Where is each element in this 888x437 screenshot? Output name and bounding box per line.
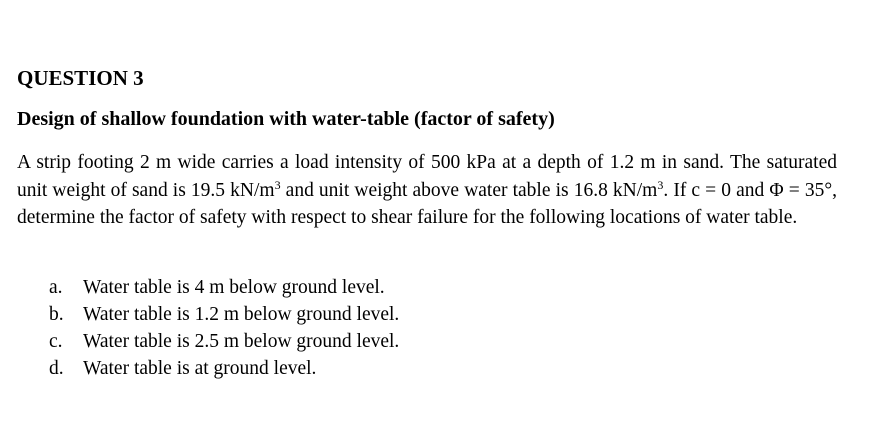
list-marker: a.	[49, 277, 63, 298]
body-text-part3: . If c = 0 and Φ = 35°, determine the factor of safety with respect to shear failure for the following locations of water table.	[17, 179, 838, 228]
question-body	[17, 149, 837, 232]
list-item	[49, 328, 399, 355]
body-text-part2: and unit weight above water table is 16.8 kN/m	[280, 179, 658, 201]
list-item-text: Water table is 1.2 m below ground level.	[83, 304, 400, 325]
list-item-text: Water table is 2.5 m below ground level.	[83, 331, 400, 352]
body-text-part1: A strip footing 2 m wide carries a load intensity of 500 kPa at a depth of 1.2 m in sand. The saturated unit weight of sand is 19.5 kN/m	[17, 152, 837, 201]
list-item-text: Water table is at ground level.	[83, 358, 317, 379]
body-superscript-1: 3	[274, 177, 281, 192]
question-subtitle: Design of shallow foundation with water-table (factor of safety)	[17, 108, 555, 130]
list-item	[49, 301, 399, 328]
body-superscript-2: 3	[657, 177, 664, 192]
list-marker: c.	[49, 331, 63, 352]
list-marker: b.	[49, 304, 64, 325]
question-title: QUESTION 3	[17, 66, 144, 90]
list-item	[49, 274, 399, 301]
list-item	[49, 355, 399, 382]
list-item-text: Water table is 4 m below ground level.	[83, 277, 385, 298]
water-table-cases-list	[49, 274, 399, 382]
list-marker: d.	[49, 358, 64, 379]
